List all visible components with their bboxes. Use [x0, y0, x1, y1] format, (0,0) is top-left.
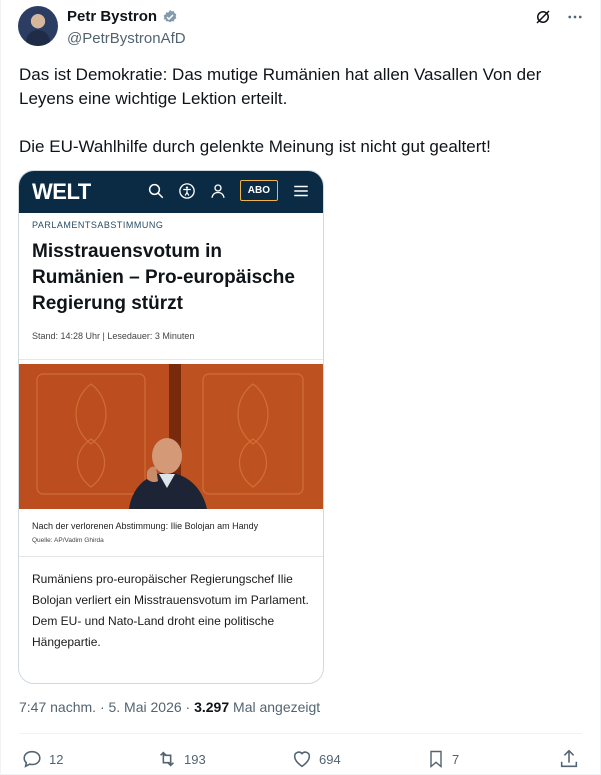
verified-badge-icon — [162, 9, 178, 25]
article-photo — [19, 364, 323, 509]
author-handle[interactable]: @PetrBystronAfD — [67, 30, 186, 47]
view-label: Mal angezeigt — [229, 699, 321, 715]
article-headline: Misstrauensvotum in Rumänien – Pro-europäische Regierung stürzt — [32, 241, 295, 314]
user-icon — [209, 182, 227, 200]
article-teaser: Rumäniens pro-europäischer Regierungschef Ilie Bolojan verliert ein Misstrauensvotum im Parlament. Dem EU- und Nato-Land droht eine politische Hängepartie. — [32, 572, 309, 649]
abo-button: ABO — [240, 180, 278, 201]
action-bar — [1, 748, 600, 772]
bookmark-icon — [426, 748, 446, 770]
avatar[interactable] — [18, 6, 58, 46]
menu-icon — [291, 182, 311, 200]
share-button[interactable] — [558, 748, 580, 770]
article-card[interactable] — [18, 170, 324, 684]
share-icon — [558, 748, 580, 770]
repost-icon — [156, 748, 178, 770]
bookmark-count: 7 — [452, 751, 460, 767]
reply-button[interactable] — [21, 748, 63, 770]
like-count: 694 — [319, 751, 341, 767]
timestamp-time: 7:47 nachm. · 5. Mai 2026 · — [19, 699, 195, 715]
divider — [19, 556, 323, 557]
welt-logo: WELT — [32, 179, 91, 204]
divider — [19, 733, 582, 734]
article-meta: Stand: 14:28 Uhr | Lesedauer: 3 Minuten — [32, 331, 195, 341]
reply-count: 12 — [49, 751, 64, 767]
like-button[interactable] — [291, 748, 341, 770]
accessibility-icon — [178, 182, 196, 200]
tweet-text: Das ist Demokratie: Das mutige Rumänien hat allen Vasallen Von der Leyens eine wichtige Lektion erteilt. Die EU-Wahlhilfe durch gelenkte Meinung ist nicht gut gealtert! — [19, 65, 542, 156]
welt-header — [19, 171, 323, 213]
more-icon[interactable] — [566, 8, 584, 26]
repost-button[interactable] — [156, 748, 206, 770]
tweet-timestamp[interactable] — [19, 699, 320, 715]
photo-source: Quelle: AP/Vadim Ghirda — [32, 537, 104, 544]
grok-icon[interactable] — [534, 8, 552, 26]
reply-icon — [21, 748, 43, 770]
repost-count: 193 — [184, 751, 206, 767]
search-icon — [147, 182, 165, 200]
view-count: 3.297 — [194, 699, 230, 715]
like-icon — [291, 748, 313, 770]
divider — [19, 359, 323, 360]
photo-caption: Nach der verlorenen Abstimmung: Ilie Bolojan am Handy — [32, 521, 259, 531]
author-name[interactable]: Petr Bystron — [67, 8, 158, 25]
bookmark-button[interactable] — [426, 748, 459, 770]
article-kicker: PARLAMENTSABSTIMMUNG — [32, 220, 164, 230]
